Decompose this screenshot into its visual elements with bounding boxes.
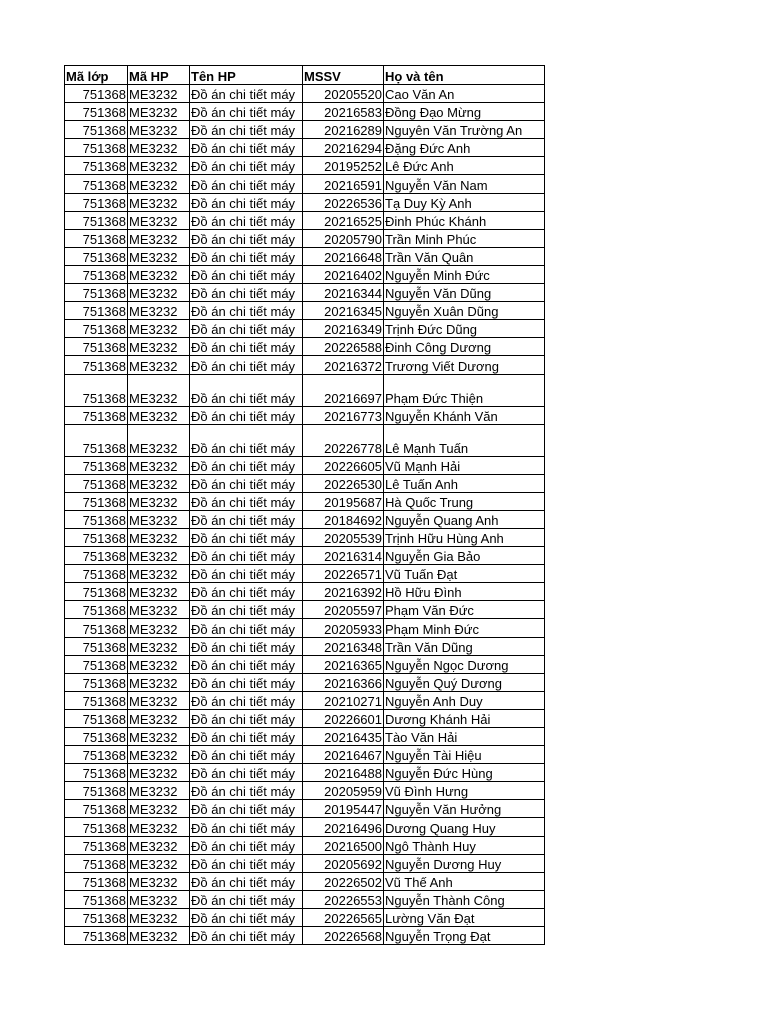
cell-course-name[interactable]: Đồ án chi tiết máy bbox=[190, 85, 303, 103]
cell-full-name[interactable]: Đặng Đức Anh bbox=[384, 139, 545, 157]
cell-course-code[interactable]: ME3232 bbox=[128, 709, 190, 727]
cell-full-name[interactable]: Nguyễn Tài Hiệu bbox=[384, 746, 545, 764]
cell-course-code[interactable]: ME3232 bbox=[128, 528, 190, 546]
cell-course-code[interactable]: ME3232 bbox=[128, 890, 190, 908]
cell-course-name[interactable]: Đồ án chi tiết máy bbox=[190, 229, 303, 247]
cell-class-code[interactable]: 751368 bbox=[65, 872, 128, 890]
cell-full-name[interactable]: Nguyễn Văn Nam bbox=[384, 175, 545, 193]
cell-student-id[interactable]: 20205933 bbox=[303, 619, 384, 637]
cell-student-id[interactable]: 20216289 bbox=[303, 121, 384, 139]
student-list-table bbox=[64, 65, 545, 945]
cell-course-name[interactable]: Đồ án chi tiết máy bbox=[190, 818, 303, 836]
cell-course-name[interactable]: Đồ án chi tiết máy bbox=[190, 474, 303, 492]
cell-course-name[interactable]: Đồ án chi tiết máy bbox=[190, 890, 303, 908]
cell-course-name[interactable]: Đồ án chi tiết máy bbox=[190, 709, 303, 727]
cell-course-name[interactable]: Đồ án chi tiết máy bbox=[190, 103, 303, 121]
cell-student-id[interactable]: 20216773 bbox=[303, 406, 384, 424]
cell-class-code[interactable]: 751368 bbox=[65, 356, 128, 374]
cell-course-name[interactable]: Đồ án chi tiết máy bbox=[190, 691, 303, 709]
cell-full-name[interactable]: Đinh Công Dương bbox=[384, 338, 545, 356]
cell-full-name[interactable]: Nguyễn Trọng Đạt bbox=[384, 927, 545, 945]
cell-course-code[interactable]: ME3232 bbox=[128, 320, 190, 338]
cell-course-code[interactable]: ME3232 bbox=[128, 746, 190, 764]
table-row bbox=[65, 782, 545, 800]
cell-student-id[interactable]: 20216392 bbox=[303, 583, 384, 601]
cell-full-name[interactable]: Trịnh Hữu Hùng Anh bbox=[384, 528, 545, 546]
cell-course-code[interactable]: ME3232 bbox=[128, 229, 190, 247]
cell-course-name[interactable]: Đồ án chi tiết máy bbox=[190, 800, 303, 818]
table-row bbox=[65, 265, 545, 283]
cell-class-code[interactable]: 751368 bbox=[65, 836, 128, 854]
table-row bbox=[65, 103, 545, 121]
cell-full-name[interactable]: Lê Đức Anh bbox=[384, 157, 545, 175]
cell-student-id[interactable]: 20195447 bbox=[303, 800, 384, 818]
cell-student-id[interactable]: 20226588 bbox=[303, 338, 384, 356]
cell-course-name[interactable]: Đồ án chi tiết máy bbox=[190, 302, 303, 320]
cell-course-name[interactable]: Đồ án chi tiết máy bbox=[190, 782, 303, 800]
cell-class-code[interactable]: 751368 bbox=[65, 854, 128, 872]
cell-full-name[interactable]: Phạm Đức Thiện bbox=[384, 374, 545, 406]
table-row bbox=[65, 320, 545, 338]
cell-student-id[interactable]: 20216583 bbox=[303, 103, 384, 121]
cell-student-id[interactable]: 20195252 bbox=[303, 157, 384, 175]
cell-full-name[interactable]: Nguyễn Minh Đức bbox=[384, 265, 545, 283]
table-row bbox=[65, 302, 545, 320]
cell-full-name[interactable]: Ngô Thành Huy bbox=[384, 836, 545, 854]
cell-class-code[interactable]: 751368 bbox=[65, 406, 128, 424]
cell-student-id[interactable]: 20216365 bbox=[303, 655, 384, 673]
cell-full-name[interactable]: Cao Văn An bbox=[384, 85, 545, 103]
cell-class-code[interactable]: 751368 bbox=[65, 265, 128, 283]
cell-class-code[interactable]: 751368 bbox=[65, 456, 128, 474]
cell-student-id[interactable]: 20226536 bbox=[303, 193, 384, 211]
cell-course-code[interactable]: ME3232 bbox=[128, 510, 190, 528]
cell-course-name[interactable]: Đồ án chi tiết máy bbox=[190, 510, 303, 528]
table-row bbox=[65, 691, 545, 709]
cell-course-code[interactable]: ME3232 bbox=[128, 103, 190, 121]
cell-course-code[interactable]: ME3232 bbox=[128, 637, 190, 655]
cell-class-code[interactable]: 751368 bbox=[65, 637, 128, 655]
cell-class-code[interactable]: 751368 bbox=[65, 565, 128, 583]
cell-class-code[interactable]: 751368 bbox=[65, 764, 128, 782]
cell-course-code[interactable]: ME3232 bbox=[128, 565, 190, 583]
cell-course-code[interactable]: ME3232 bbox=[128, 872, 190, 890]
table-row bbox=[65, 619, 545, 637]
cell-full-name[interactable]: Nguyễn Dương Huy bbox=[384, 854, 545, 872]
cell-course-code[interactable]: ME3232 bbox=[128, 547, 190, 565]
table-row bbox=[65, 565, 545, 583]
cell-student-id[interactable]: 20205692 bbox=[303, 854, 384, 872]
table-row bbox=[65, 356, 545, 374]
cell-course-code[interactable]: ME3232 bbox=[128, 601, 190, 619]
cell-student-id[interactable]: 20226605 bbox=[303, 456, 384, 474]
cell-class-code[interactable]: 751368 bbox=[65, 782, 128, 800]
cell-class-code[interactable]: 751368 bbox=[65, 691, 128, 709]
cell-course-name[interactable]: Đồ án chi tiết máy bbox=[190, 619, 303, 637]
cell-class-code[interactable]: 751368 bbox=[65, 121, 128, 139]
cell-full-name[interactable]: Vũ Thế Anh bbox=[384, 872, 545, 890]
cell-student-id[interactable]: 20216348 bbox=[303, 637, 384, 655]
cell-course-code[interactable]: ME3232 bbox=[128, 691, 190, 709]
cell-course-code[interactable]: ME3232 bbox=[128, 492, 190, 510]
cell-class-code[interactable]: 751368 bbox=[65, 800, 128, 818]
table-row bbox=[65, 746, 545, 764]
table-row bbox=[65, 601, 545, 619]
cell-course-code[interactable]: ME3232 bbox=[128, 284, 190, 302]
cell-full-name[interactable]: Nguyễn Xuân Dũng bbox=[384, 302, 545, 320]
cell-course-code[interactable]: ME3232 bbox=[128, 583, 190, 601]
header-course-code[interactable]: Mã HP bbox=[128, 66, 190, 85]
cell-full-name[interactable]: Nguyễn Gia Bảo bbox=[384, 547, 545, 565]
table-row bbox=[65, 211, 545, 229]
cell-course-code[interactable]: ME3232 bbox=[128, 619, 190, 637]
cell-course-name[interactable]: Đồ án chi tiết máy bbox=[190, 927, 303, 945]
cell-full-name[interactable]: Trịnh Đức Dũng bbox=[384, 320, 545, 338]
cell-class-code[interactable]: 751368 bbox=[65, 890, 128, 908]
cell-full-name[interactable]: Lường Văn Đạt bbox=[384, 908, 545, 926]
cell-student-id[interactable]: 20226601 bbox=[303, 709, 384, 727]
cell-full-name[interactable]: Nguyễn Anh Duy bbox=[384, 691, 545, 709]
cell-course-code[interactable]: ME3232 bbox=[128, 818, 190, 836]
cell-full-name[interactable]: Nguyễn Văn Hưởng bbox=[384, 800, 545, 818]
cell-course-code[interactable]: ME3232 bbox=[128, 474, 190, 492]
cell-course-name[interactable]: Đồ án chi tiết máy bbox=[190, 547, 303, 565]
cell-course-name[interactable]: Đồ án chi tiết máy bbox=[190, 193, 303, 211]
cell-class-code[interactable]: 751368 bbox=[65, 211, 128, 229]
cell-class-code[interactable]: 751368 bbox=[65, 338, 128, 356]
cell-student-id[interactable]: 20184692 bbox=[303, 510, 384, 528]
cell-class-code[interactable]: 751368 bbox=[65, 302, 128, 320]
cell-class-code[interactable]: 751368 bbox=[65, 619, 128, 637]
cell-course-name[interactable]: Đồ án chi tiết máy bbox=[190, 374, 303, 406]
cell-course-code[interactable]: ME3232 bbox=[128, 374, 190, 406]
cell-course-name[interactable]: Đồ án chi tiết máy bbox=[190, 356, 303, 374]
cell-course-code[interactable]: ME3232 bbox=[128, 265, 190, 283]
table-row bbox=[65, 121, 545, 139]
cell-course-code[interactable]: ME3232 bbox=[128, 673, 190, 691]
table-row bbox=[65, 492, 545, 510]
cell-student-id[interactable]: 20226502 bbox=[303, 872, 384, 890]
cell-course-name[interactable]: Đồ án chi tiết máy bbox=[190, 583, 303, 601]
table-row bbox=[65, 85, 545, 103]
cell-course-code[interactable]: ME3232 bbox=[128, 175, 190, 193]
cell-full-name[interactable]: Nguyễn Khánh Văn bbox=[384, 406, 545, 424]
table-row bbox=[65, 854, 545, 872]
cell-course-code[interactable]: ME3232 bbox=[128, 85, 190, 103]
table-row bbox=[65, 728, 545, 746]
table-row bbox=[65, 528, 545, 546]
cell-student-id[interactable]: 20216467 bbox=[303, 746, 384, 764]
cell-student-id[interactable]: 20205597 bbox=[303, 601, 384, 619]
table-row bbox=[65, 655, 545, 673]
table-row bbox=[65, 764, 545, 782]
cell-class-code[interactable]: 751368 bbox=[65, 728, 128, 746]
cell-course-code[interactable]: ME3232 bbox=[128, 356, 190, 374]
cell-student-id[interactable]: 20205959 bbox=[303, 782, 384, 800]
cell-student-id[interactable]: 20216648 bbox=[303, 247, 384, 265]
cell-full-name[interactable]: Trần Minh Phúc bbox=[384, 229, 545, 247]
cell-full-name[interactable]: Vũ Mạnh Hải bbox=[384, 456, 545, 474]
table-row bbox=[65, 338, 545, 356]
cell-full-name[interactable]: Phạm Văn Đức bbox=[384, 601, 545, 619]
table-row bbox=[65, 247, 545, 265]
cell-course-name[interactable]: Đồ án chi tiết máy bbox=[190, 338, 303, 356]
cell-student-id[interactable]: 20216402 bbox=[303, 265, 384, 283]
cell-course-name[interactable]: Đồ án chi tiết máy bbox=[190, 764, 303, 782]
cell-student-id[interactable]: 20216697 bbox=[303, 374, 384, 406]
cell-class-code[interactable]: 751368 bbox=[65, 746, 128, 764]
cell-class-code[interactable]: 751368 bbox=[65, 139, 128, 157]
cell-class-code[interactable]: 751368 bbox=[65, 492, 128, 510]
cell-student-id[interactable]: 20216525 bbox=[303, 211, 384, 229]
cell-full-name[interactable]: Trần Văn Quân bbox=[384, 247, 545, 265]
cell-full-name[interactable]: Đinh Phúc Khánh bbox=[384, 211, 545, 229]
cell-student-id[interactable]: 20205539 bbox=[303, 528, 384, 546]
cell-full-name[interactable]: Lê Mạnh Tuấn bbox=[384, 424, 545, 456]
cell-class-code[interactable]: 751368 bbox=[65, 193, 128, 211]
cell-full-name[interactable]: Vũ Tuấn Đạt bbox=[384, 565, 545, 583]
cell-student-id[interactable]: 20216314 bbox=[303, 547, 384, 565]
cell-course-code[interactable]: ME3232 bbox=[128, 121, 190, 139]
header-student-id[interactable]: MSSV bbox=[303, 66, 384, 85]
cell-student-id[interactable]: 20226565 bbox=[303, 908, 384, 926]
cell-class-code[interactable]: 751368 bbox=[65, 908, 128, 926]
cell-course-name[interactable]: Đồ án chi tiết máy bbox=[190, 854, 303, 872]
cell-full-name[interactable]: Dương Khánh Hải bbox=[384, 709, 545, 727]
cell-course-name[interactable]: Đồ án chi tiết máy bbox=[190, 746, 303, 764]
header-row bbox=[65, 66, 545, 85]
cell-class-code[interactable]: 751368 bbox=[65, 547, 128, 565]
table-row bbox=[65, 424, 545, 456]
cell-student-id[interactable]: 20226778 bbox=[303, 424, 384, 456]
table-row bbox=[65, 547, 545, 565]
table-row bbox=[65, 229, 545, 247]
cell-course-name[interactable]: Đồ án chi tiết máy bbox=[190, 872, 303, 890]
cell-course-code[interactable]: ME3232 bbox=[128, 836, 190, 854]
table-row bbox=[65, 139, 545, 157]
cell-course-name[interactable]: Đồ án chi tiết máy bbox=[190, 528, 303, 546]
table-row bbox=[65, 284, 545, 302]
cell-course-name[interactable]: Đồ án chi tiết máy bbox=[190, 637, 303, 655]
cell-full-name[interactable]: Nguyên Văn Trường An bbox=[384, 121, 545, 139]
cell-course-name[interactable]: Đồ án chi tiết máy bbox=[190, 175, 303, 193]
table-row bbox=[65, 836, 545, 854]
table-row bbox=[65, 583, 545, 601]
cell-course-code[interactable]: ME3232 bbox=[128, 728, 190, 746]
cell-full-name[interactable]: Trần Văn Dũng bbox=[384, 637, 545, 655]
cell-full-name[interactable]: Nguyễn Quang Anh bbox=[384, 510, 545, 528]
cell-course-name[interactable]: Đồ án chi tiết máy bbox=[190, 836, 303, 854]
cell-course-code[interactable]: ME3232 bbox=[128, 139, 190, 157]
header-course-name[interactable]: Tên HP bbox=[190, 66, 303, 85]
cell-full-name[interactable]: Nguyễn Thành Công bbox=[384, 890, 545, 908]
cell-class-code[interactable]: 751368 bbox=[65, 247, 128, 265]
table-row bbox=[65, 818, 545, 836]
cell-course-code[interactable]: ME3232 bbox=[128, 927, 190, 945]
table-row bbox=[65, 890, 545, 908]
cell-full-name[interactable]: Hồ Hữu Đình bbox=[384, 583, 545, 601]
cell-course-name[interactable]: Đồ án chi tiết máy bbox=[190, 673, 303, 691]
cell-class-code[interactable]: 751368 bbox=[65, 85, 128, 103]
cell-full-name[interactable]: Đồng Đạo Mừng bbox=[384, 103, 545, 121]
cell-course-code[interactable]: ME3232 bbox=[128, 655, 190, 673]
cell-course-name[interactable]: Đồ án chi tiết máy bbox=[190, 284, 303, 302]
cell-student-id[interactable]: 20216372 bbox=[303, 356, 384, 374]
cell-class-code[interactable]: 751368 bbox=[65, 474, 128, 492]
table-row bbox=[65, 673, 545, 691]
cell-full-name[interactable]: Dương Quang Huy bbox=[384, 818, 545, 836]
cell-class-code[interactable]: 751368 bbox=[65, 103, 128, 121]
cell-class-code[interactable]: 751368 bbox=[65, 601, 128, 619]
cell-full-name[interactable]: Hà Quốc Trung bbox=[384, 492, 545, 510]
cell-course-code[interactable]: ME3232 bbox=[128, 406, 190, 424]
cell-course-name[interactable]: Đồ án chi tiết máy bbox=[190, 157, 303, 175]
cell-course-name[interactable]: Đồ án chi tiết máy bbox=[190, 456, 303, 474]
cell-course-name[interactable]: Đồ án chi tiết máy bbox=[190, 601, 303, 619]
table-row bbox=[65, 374, 545, 406]
cell-class-code[interactable]: 751368 bbox=[65, 709, 128, 727]
cell-course-code[interactable]: ME3232 bbox=[128, 854, 190, 872]
cell-full-name[interactable]: Tạ Duy Kỳ Anh bbox=[384, 193, 545, 211]
cell-course-code[interactable]: ME3232 bbox=[128, 247, 190, 265]
cell-full-name[interactable]: Nguyễn Ngọc Dương bbox=[384, 655, 545, 673]
cell-course-name[interactable]: Đồ án chi tiết máy bbox=[190, 655, 303, 673]
table-body bbox=[65, 85, 545, 945]
cell-student-id[interactable]: 20226553 bbox=[303, 890, 384, 908]
cell-student-id[interactable]: 20205790 bbox=[303, 229, 384, 247]
cell-full-name[interactable]: Vũ Đình Hưng bbox=[384, 782, 545, 800]
cell-full-name[interactable]: Tào Văn Hải bbox=[384, 728, 545, 746]
cell-course-name[interactable]: Đồ án chi tiết máy bbox=[190, 406, 303, 424]
cell-full-name[interactable]: Trương Viết Dương bbox=[384, 356, 545, 374]
cell-class-code[interactable]: 751368 bbox=[65, 284, 128, 302]
cell-course-name[interactable]: Đồ án chi tiết máy bbox=[190, 320, 303, 338]
cell-class-code[interactable]: 751368 bbox=[65, 175, 128, 193]
cell-full-name[interactable]: Phạm Minh Đức bbox=[384, 619, 545, 637]
cell-class-code[interactable]: 751368 bbox=[65, 229, 128, 247]
cell-student-id[interactable]: 20216344 bbox=[303, 284, 384, 302]
cell-student-id[interactable]: 20216591 bbox=[303, 175, 384, 193]
cell-course-name[interactable]: Đồ án chi tiết máy bbox=[190, 728, 303, 746]
cell-course-code[interactable]: ME3232 bbox=[128, 764, 190, 782]
cell-class-code[interactable]: 751368 bbox=[65, 655, 128, 673]
cell-course-name[interactable]: Đồ án chi tiết máy bbox=[190, 908, 303, 926]
cell-course-code[interactable]: ME3232 bbox=[128, 193, 190, 211]
table-row bbox=[65, 175, 545, 193]
cell-class-code[interactable]: 751368 bbox=[65, 157, 128, 175]
cell-student-id[interactable]: 20195687 bbox=[303, 492, 384, 510]
cell-class-code[interactable]: 751368 bbox=[65, 320, 128, 338]
cell-course-code[interactable]: ME3232 bbox=[128, 456, 190, 474]
cell-class-code[interactable]: 751368 bbox=[65, 927, 128, 945]
cell-student-id[interactable]: 20216366 bbox=[303, 673, 384, 691]
cell-course-name[interactable]: Đồ án chi tiết máy bbox=[190, 492, 303, 510]
cell-student-id[interactable]: 20226571 bbox=[303, 565, 384, 583]
cell-course-name[interactable]: Đồ án chi tiết máy bbox=[190, 247, 303, 265]
cell-class-code[interactable]: 751368 bbox=[65, 510, 128, 528]
cell-course-code[interactable]: ME3232 bbox=[128, 424, 190, 456]
cell-full-name[interactable]: Nguyễn Văn Dũng bbox=[384, 284, 545, 302]
cell-course-code[interactable]: ME3232 bbox=[128, 157, 190, 175]
cell-class-code[interactable]: 751368 bbox=[65, 673, 128, 691]
cell-course-code[interactable]: ME3232 bbox=[128, 211, 190, 229]
cell-course-code[interactable]: ME3232 bbox=[128, 908, 190, 926]
cell-student-id[interactable]: 20205520 bbox=[303, 85, 384, 103]
table-row bbox=[65, 800, 545, 818]
header-class-code[interactable]: Mã lớp bbox=[65, 66, 128, 85]
table-row bbox=[65, 193, 545, 211]
cell-full-name[interactable]: Nguyễn Quý Dương bbox=[384, 673, 545, 691]
cell-course-code[interactable]: ME3232 bbox=[128, 800, 190, 818]
table-row bbox=[65, 157, 545, 175]
cell-class-code[interactable]: 751368 bbox=[65, 583, 128, 601]
cell-course-name[interactable]: Đồ án chi tiết máy bbox=[190, 265, 303, 283]
table-row bbox=[65, 637, 545, 655]
table-row bbox=[65, 908, 545, 926]
cell-student-id[interactable]: 20216488 bbox=[303, 764, 384, 782]
cell-student-id[interactable]: 20216294 bbox=[303, 139, 384, 157]
cell-student-id[interactable]: 20216500 bbox=[303, 836, 384, 854]
table-row bbox=[65, 456, 545, 474]
cell-course-code[interactable]: ME3232 bbox=[128, 338, 190, 356]
cell-course-code[interactable]: ME3232 bbox=[128, 302, 190, 320]
table-row bbox=[65, 474, 545, 492]
cell-course-name[interactable]: Đồ án chi tiết máy bbox=[190, 565, 303, 583]
cell-class-code[interactable]: 751368 bbox=[65, 528, 128, 546]
cell-course-name[interactable]: Đồ án chi tiết máy bbox=[190, 424, 303, 456]
cell-student-id[interactable]: 20216496 bbox=[303, 818, 384, 836]
cell-course-code[interactable]: ME3232 bbox=[128, 782, 190, 800]
cell-class-code[interactable]: 751368 bbox=[65, 374, 128, 406]
cell-student-id[interactable]: 20216345 bbox=[303, 302, 384, 320]
cell-full-name[interactable]: Lê Tuấn Anh bbox=[384, 474, 545, 492]
header-full-name[interactable]: Họ và tên bbox=[384, 66, 545, 85]
cell-student-id[interactable]: 20226530 bbox=[303, 474, 384, 492]
table-row bbox=[65, 872, 545, 890]
table-row bbox=[65, 927, 545, 945]
cell-student-id[interactable]: 20226568 bbox=[303, 927, 384, 945]
cell-course-name[interactable]: Đồ án chi tiết máy bbox=[190, 211, 303, 229]
cell-full-name[interactable]: Nguyễn Đức Hùng bbox=[384, 764, 545, 782]
cell-student-id[interactable]: 20210271 bbox=[303, 691, 384, 709]
cell-class-code[interactable]: 751368 bbox=[65, 424, 128, 456]
cell-course-name[interactable]: Đồ án chi tiết máy bbox=[190, 121, 303, 139]
table-row bbox=[65, 406, 545, 424]
table-row bbox=[65, 510, 545, 528]
cell-student-id[interactable]: 20216349 bbox=[303, 320, 384, 338]
cell-course-name[interactable]: Đồ án chi tiết máy bbox=[190, 139, 303, 157]
cell-class-code[interactable]: 751368 bbox=[65, 818, 128, 836]
cell-student-id[interactable]: 20216435 bbox=[303, 728, 384, 746]
table-row bbox=[65, 709, 545, 727]
